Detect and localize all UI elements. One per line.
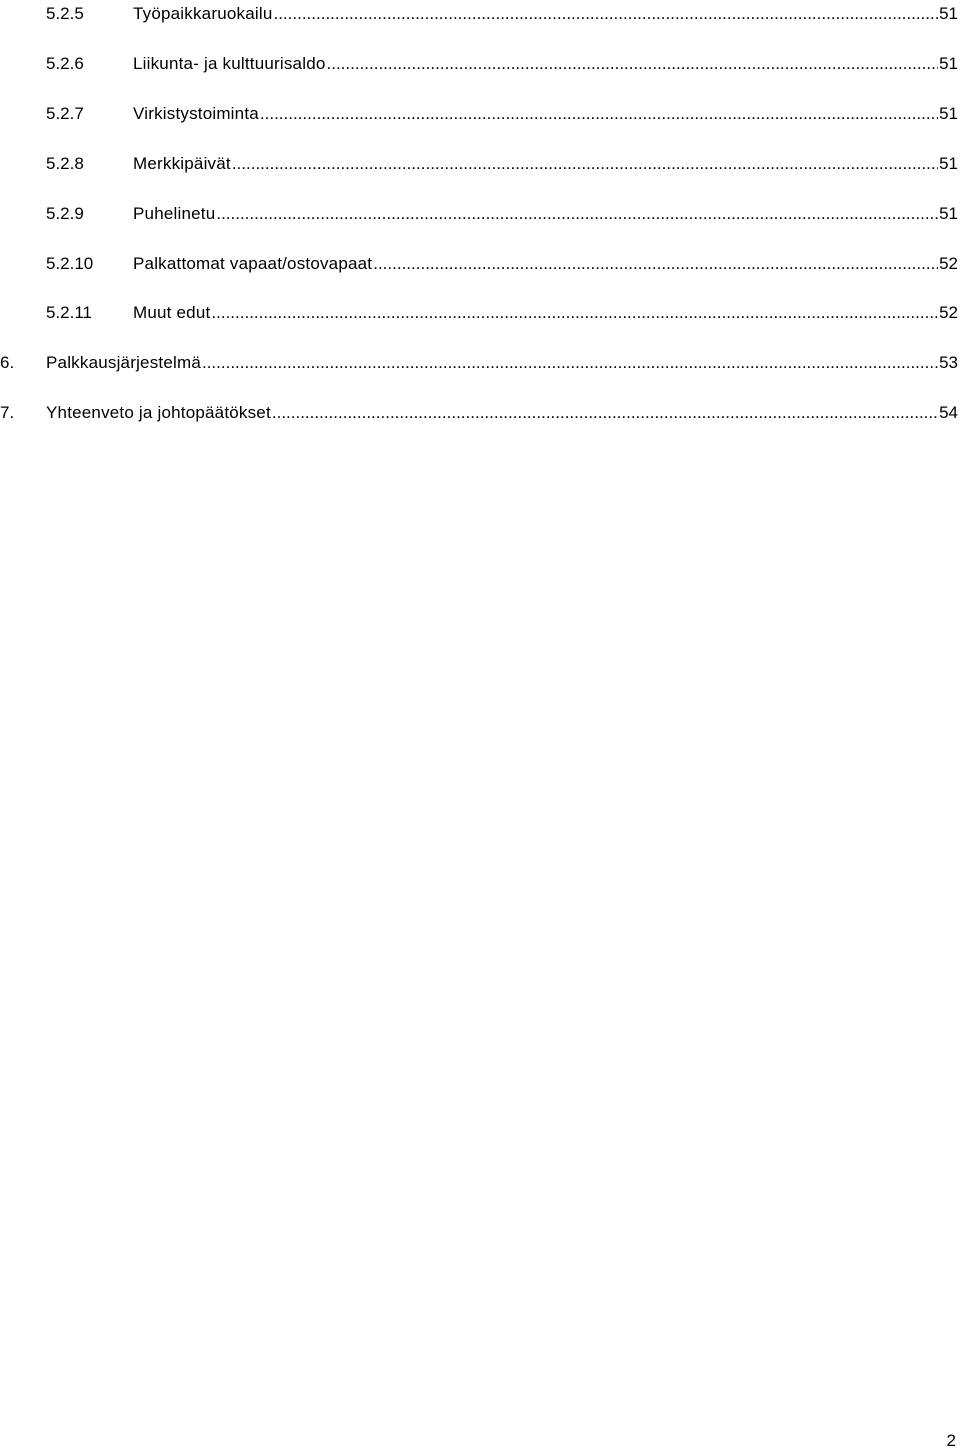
toc-dot-leader — [202, 353, 938, 373]
toc-dot-leader — [273, 4, 938, 24]
toc-entry-number: 5.2.9 — [46, 204, 84, 223]
toc-entry-5-2-11[interactable] — [0, 299, 958, 323]
toc-entry-title: Puhelinetu — [133, 204, 216, 223]
toc-entry-number: 5.2.10 — [46, 254, 94, 273]
toc-entry-5-2-10[interactable] — [0, 250, 958, 274]
toc-entry-5-2-9[interactable] — [0, 200, 958, 224]
toc-dot-leader — [373, 254, 938, 274]
toc-entry-title: Muut edut — [133, 303, 211, 322]
toc-entry-page: 54 — [939, 403, 958, 422]
toc-entry-page: 51 — [939, 54, 958, 73]
toc-entry-number: 7. — [0, 403, 15, 422]
toc-entry-number: 5.2.11 — [46, 303, 93, 322]
toc-entry-number: 5.2.6 — [46, 54, 84, 73]
toc-dot-leader — [211, 303, 938, 323]
toc-entry-page: 53 — [939, 353, 958, 372]
toc-entry-number: 5.2.5 — [46, 4, 84, 23]
toc-entry-5-2-6[interactable] — [0, 50, 958, 74]
toc-entry-number: 5.2.7 — [46, 104, 84, 123]
toc-entry-title: Yhteenveto ja johtopäätökset — [46, 403, 271, 422]
toc-entry-5-2-7[interactable] — [0, 100, 958, 124]
toc-entry-page: 51 — [939, 104, 958, 123]
toc-entry-title: Liikunta- ja kulttuurisaldo — [133, 54, 326, 73]
toc-entry-page: 51 — [939, 204, 958, 223]
toc-entry-page: 52 — [939, 254, 958, 273]
toc-entry-page: 51 — [939, 4, 958, 23]
toc-entry-number: 6. — [0, 353, 15, 372]
toc-dot-leader — [232, 154, 938, 174]
toc-entry-page: 52 — [939, 303, 958, 322]
toc-entry-title: Palkkausjärjestelmä — [46, 353, 201, 372]
toc-dot-leader — [327, 54, 939, 74]
toc-entry-title: Virkistystoiminta — [133, 104, 259, 123]
page-number: 2 — [946, 1431, 956, 1450]
toc-entry-7[interactable] — [0, 399, 958, 423]
toc-dot-leader — [272, 403, 938, 423]
toc-entry-5-2-8[interactable] — [0, 150, 958, 174]
toc-dot-leader — [260, 104, 938, 124]
toc-entry-title: Työpaikkaruokailu — [133, 4, 273, 23]
toc-entry-title: Palkattomat vapaat/ostovapaat — [133, 254, 373, 273]
toc-entry-page: 51 — [939, 154, 958, 173]
toc-entry-title: Merkkipäivät — [133, 154, 231, 173]
toc-entry-number: 5.2.8 — [46, 154, 84, 173]
toc-dot-leader — [216, 204, 938, 224]
toc-entry-6[interactable] — [0, 349, 958, 373]
toc-entry-5-2-5[interactable] — [0, 0, 958, 24]
